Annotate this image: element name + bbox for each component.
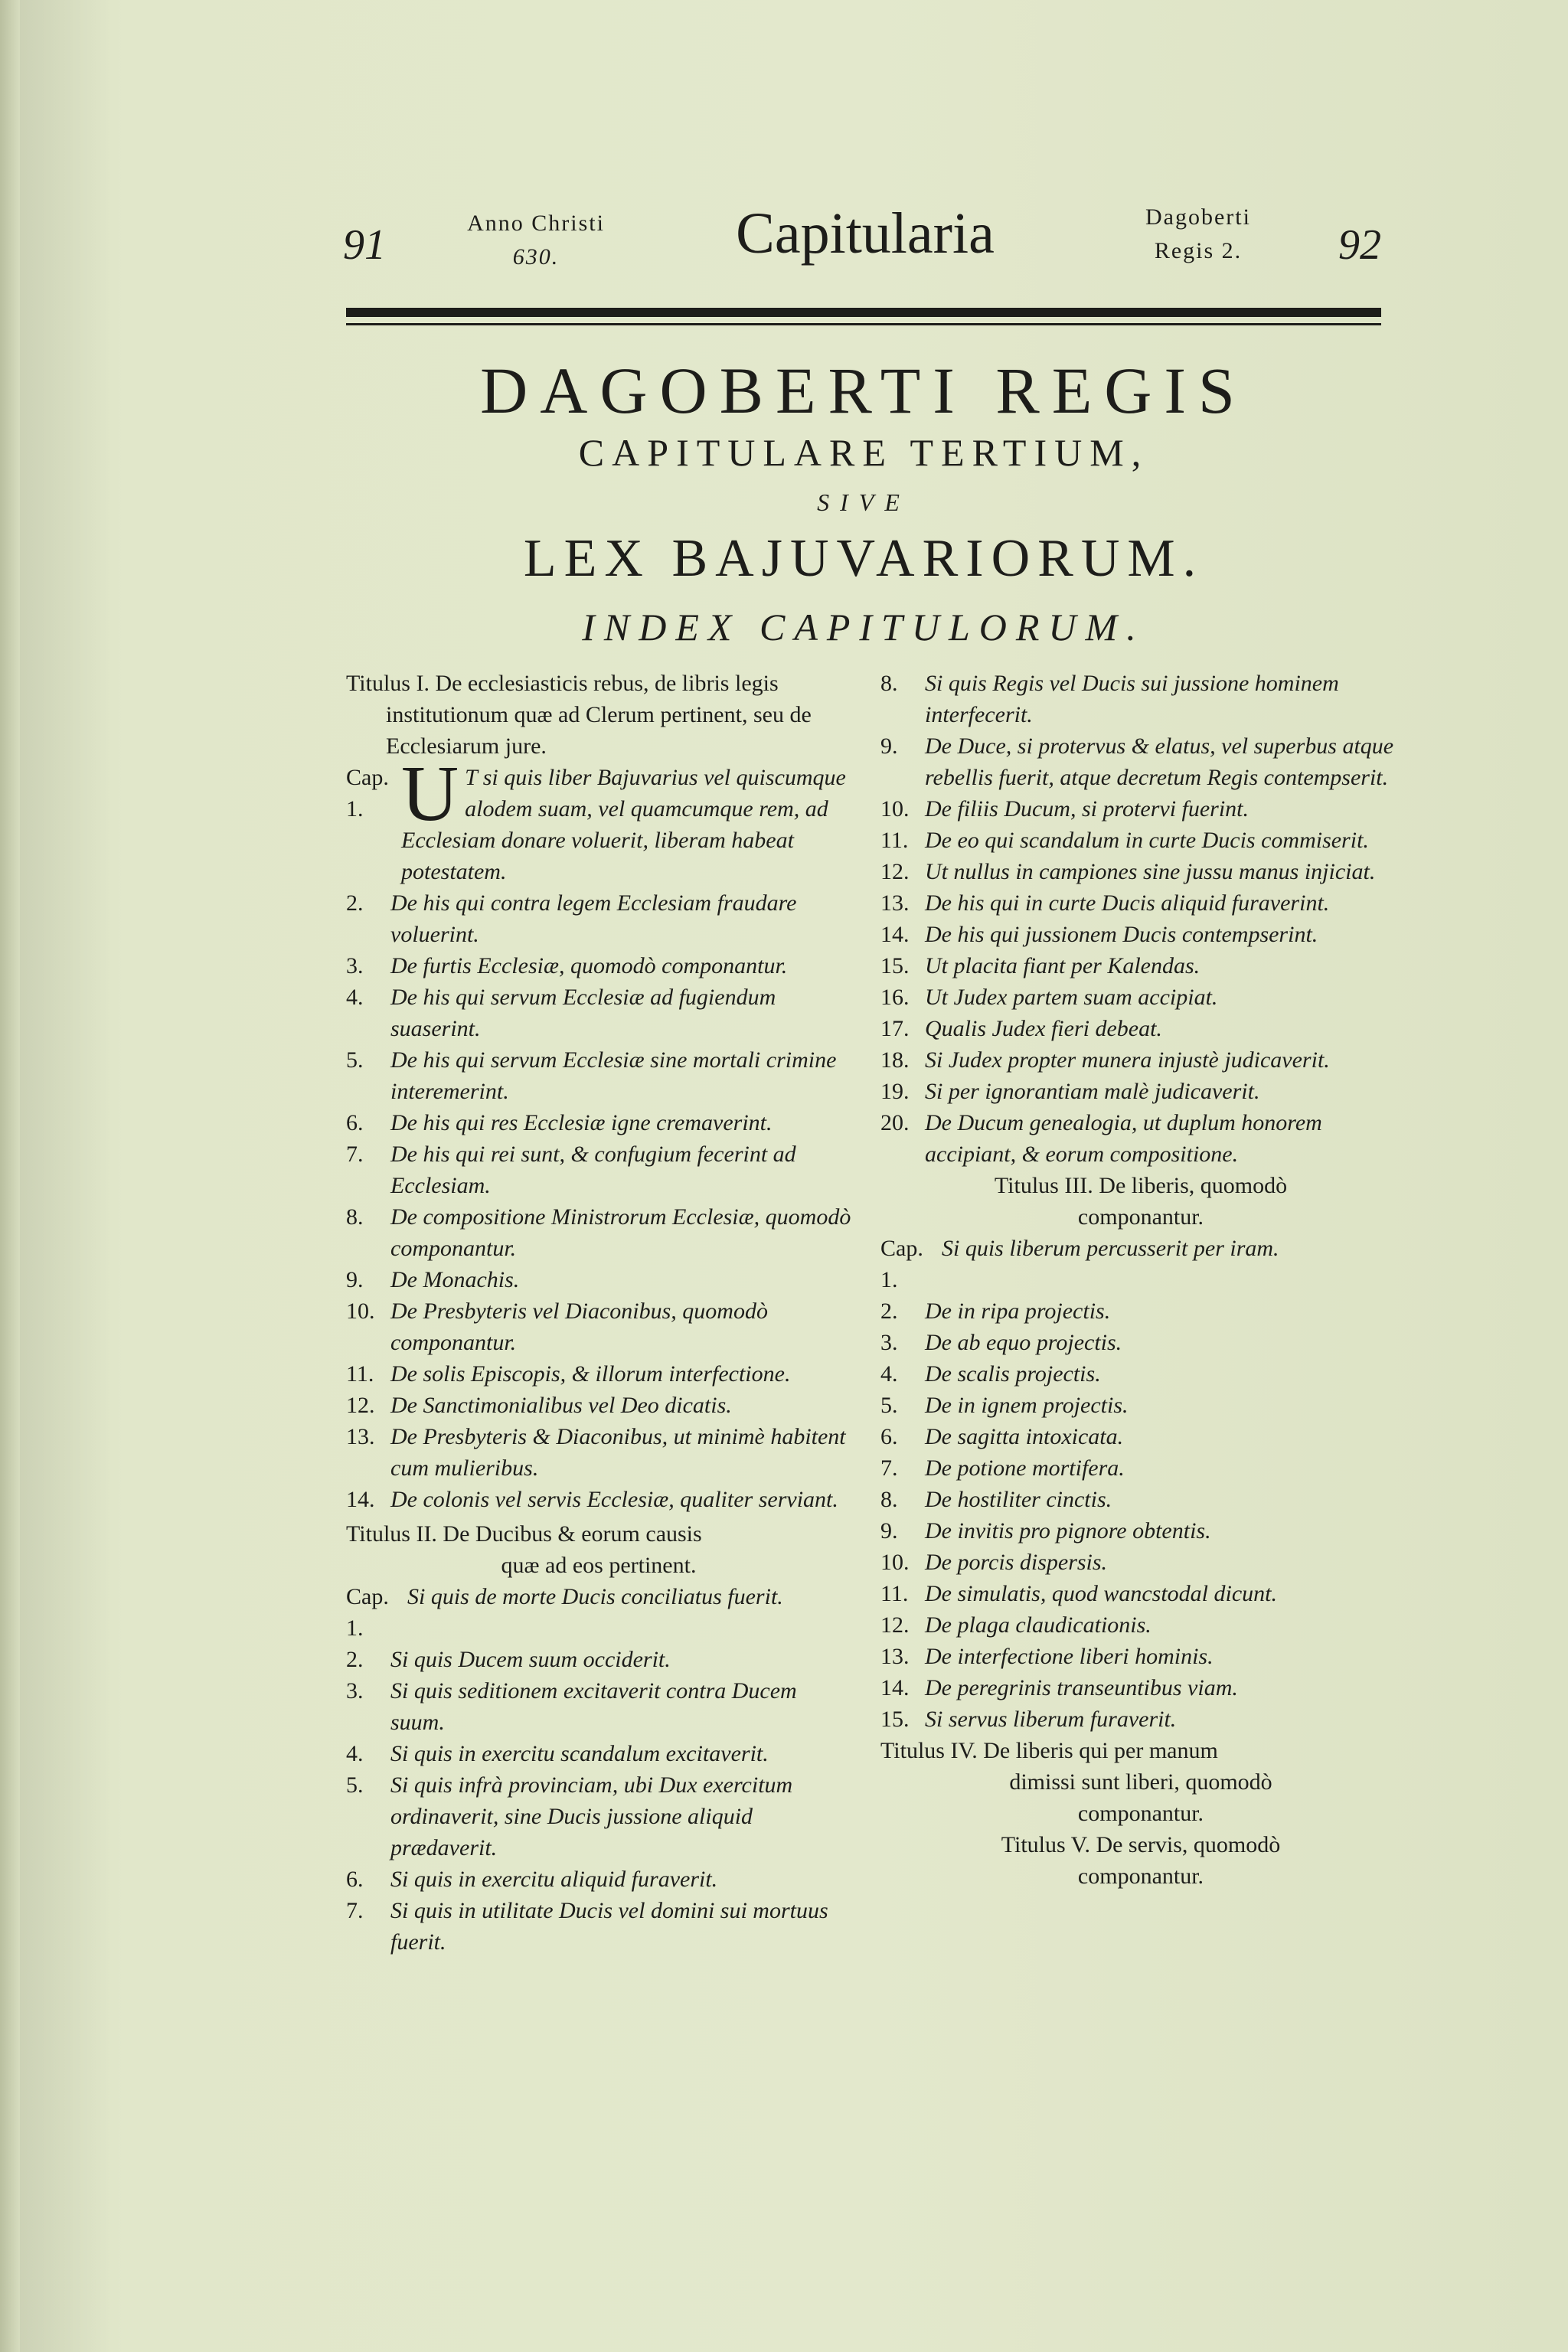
right-column — [880, 668, 1401, 1892]
entry-number: 5. — [346, 1047, 364, 1073]
entry-number: 6. — [346, 1867, 364, 1892]
titulus-2-line1: Titulus II. De Ducibus & eorum causis — [346, 1521, 702, 1547]
entry-number: 11. — [346, 1361, 374, 1387]
index-entry — [346, 1644, 851, 1675]
entry-number: 10. — [346, 1298, 375, 1324]
entry-number: 3. — [346, 953, 364, 978]
index-entry — [880, 1484, 1401, 1515]
entry-number: 10. — [880, 1550, 910, 1575]
page-number-right: 92 — [1338, 221, 1381, 269]
index-entry — [346, 1675, 851, 1738]
entry-text: De his qui rei sunt, & confugium fecerint ad Ecclesiam. — [390, 1142, 796, 1198]
titulus-4 — [880, 1735, 1401, 1829]
entry-number: 15. — [880, 953, 910, 978]
chapter-1-label: Cap. 1. — [346, 765, 389, 822]
entry-text: De his qui contra legem Ecclesiam fraudare voluerint. — [390, 890, 797, 947]
entry-text: De eo qui scandalum in curte Ducis commiserit. — [925, 828, 1369, 853]
index-entry — [346, 1895, 851, 1958]
entry-text: De his qui servum Ecclesiæ ad fugiendum suaserint. — [390, 985, 776, 1041]
running-head-right — [1102, 201, 1294, 268]
drop-cap: U — [401, 750, 459, 838]
entry-text: De interfectione liberi hominis. — [925, 1644, 1214, 1669]
entry-number: 2. — [880, 1298, 898, 1324]
titulus-3-chapter-1 — [880, 1233, 1401, 1295]
index-entry — [346, 950, 851, 982]
entry-number: 10. — [880, 796, 910, 822]
entry-text: De sagitta intoxicata. — [925, 1424, 1124, 1449]
index-entry — [880, 887, 1401, 919]
index-entry — [346, 1421, 851, 1484]
entry-text: De ab equo projectis. — [925, 1330, 1122, 1355]
index-entry — [346, 1264, 851, 1295]
index-entry — [346, 1358, 851, 1390]
index-entry — [346, 1044, 851, 1107]
index-entry — [880, 1295, 1401, 1327]
entry-number: 20. — [880, 1110, 910, 1135]
entry-number: 15. — [880, 1707, 910, 1732]
entry-number: 8. — [880, 1487, 898, 1512]
entry-text: Ut nullus in campiones sine jussu manus injiciat. — [925, 859, 1376, 884]
entry-text: De peregrinis transeuntibus viam. — [925, 1675, 1238, 1700]
header-rule-thin — [346, 323, 1381, 325]
titulus-4-line3: componantur. — [1077, 1801, 1204, 1826]
chapter-1-body: T si quis liber Bajuvarius vel quiscumque alodem suam, vel quamcumque rem, ad Ecclesiam donare voluerit, liberam habeat potestatem. — [401, 765, 846, 884]
right-item-list — [880, 668, 1401, 1170]
entry-text: De solis Episcopis, & illorum interfectione. — [390, 1361, 791, 1387]
index-entry — [880, 1515, 1401, 1547]
running-head-left-line1: Anno Christi — [467, 211, 605, 236]
entry-text: De Duce, si protervus & elatus, vel superbus atque rebellis fuerit, atque decretum Regis contempserit. — [925, 733, 1394, 790]
running-head-right-line2: Regis 2. — [1154, 238, 1243, 263]
entry-number: 19. — [880, 1079, 910, 1104]
entry-number: 8. — [880, 671, 898, 696]
index-entry — [346, 1201, 851, 1264]
titulus-3-chapter-1-label: Cap. 1. — [880, 1236, 923, 1292]
left-item-list — [346, 887, 851, 1515]
entry-text: De potione mortifera. — [925, 1455, 1125, 1481]
titulus-4-line2: dimissi sunt liberi, quomodò — [1009, 1769, 1272, 1795]
index-entry — [346, 1295, 851, 1358]
index-entry — [880, 1452, 1401, 1484]
entry-text: Si quis Regis vel Ducis sui jussione hominem interfecerit. — [925, 671, 1339, 727]
index-entry — [880, 982, 1401, 1013]
entry-text: De his qui res Ecclesiæ igne cremaverint. — [390, 1110, 773, 1135]
index-entry — [880, 1641, 1401, 1672]
entry-number: 4. — [346, 1741, 364, 1766]
index-entry — [880, 950, 1401, 982]
chapter-1-text — [401, 750, 851, 887]
entry-number: 17. — [880, 1016, 910, 1041]
entry-number: 2. — [346, 1647, 364, 1672]
entry-text: De porcis dispersis. — [925, 1550, 1108, 1575]
index-entry — [880, 730, 1401, 793]
lex-title: LEX BAJUVARIORUM. — [523, 529, 1204, 588]
titulus-3 — [880, 1170, 1401, 1233]
index-entry — [880, 1076, 1401, 1107]
index-entry — [346, 1769, 851, 1864]
entry-number: 6. — [880, 1424, 898, 1449]
entry-text: De compositione Ministrorum Ecclesiæ, quomodò componantur. — [390, 1204, 851, 1261]
entry-text: De in ignem projectis. — [925, 1393, 1129, 1418]
entry-text: Si quis seditionem excitaverit contra Ducem suum. — [390, 1678, 797, 1735]
chapter-1 — [346, 750, 851, 887]
index-entry — [880, 825, 1401, 856]
entry-text: De Monachis. — [390, 1267, 520, 1292]
index-entry — [346, 887, 851, 950]
index-entry — [880, 1358, 1401, 1390]
entry-number: 6. — [346, 1110, 364, 1135]
titulus-2-line2: quæ ad eos pertinent. — [501, 1553, 697, 1578]
entry-text: Si per ignorantiam malè judicaverit. — [925, 1079, 1260, 1104]
entry-text: Qualis Judex fieri debeat. — [925, 1016, 1162, 1041]
running-title: Capitularia — [736, 201, 995, 266]
entry-number: 13. — [346, 1424, 375, 1449]
entry-text: De scalis projectis. — [925, 1361, 1101, 1387]
index-entry — [880, 1547, 1401, 1578]
index-entry — [880, 1578, 1401, 1609]
header-rule-thick — [346, 308, 1381, 317]
index-entry — [346, 982, 851, 1044]
entry-text: De in ripa projectis. — [925, 1298, 1111, 1324]
index-entry — [346, 1390, 851, 1421]
entry-number: 11. — [880, 828, 909, 853]
entry-text: De simulatis, quod wancstodal dicunt. — [925, 1581, 1277, 1606]
titulus-2-chapter-1-text: Si quis de morte Ducis conciliatus fuerit. — [407, 1584, 783, 1609]
index-entry — [880, 793, 1401, 825]
index-entry — [880, 1609, 1401, 1641]
entry-text: De Presbyteris & Diaconibus, ut minimè habitent cum mulieribus. — [390, 1424, 846, 1481]
titulus-3-line2: componantur. — [1077, 1204, 1204, 1230]
entry-number: 7. — [880, 1455, 898, 1481]
subtitle: CAPITULARE TERTIUM, — [578, 431, 1149, 474]
running-head-left — [429, 207, 643, 274]
index-entry — [880, 856, 1401, 887]
index-entry — [346, 1107, 851, 1138]
entry-text: Ut Judex partem suam accipiat. — [925, 985, 1218, 1010]
entry-number: 9. — [880, 733, 898, 759]
entry-text: Si quis in exercitu scandalum excitaverit. — [390, 1741, 769, 1766]
entry-number: 3. — [880, 1330, 898, 1355]
entry-number: 7. — [346, 1142, 364, 1167]
titulus-5-line2: componantur. — [1077, 1864, 1204, 1889]
titulus-3-line1: Titulus III. De liberis, quomodò — [994, 1173, 1288, 1198]
entry-number: 5. — [346, 1772, 364, 1798]
entry-number: 16. — [880, 985, 910, 1010]
index-entry — [346, 1138, 851, 1201]
entry-number: 4. — [880, 1361, 898, 1387]
entry-text: Ut placita fiant per Kalendas. — [925, 953, 1200, 978]
entry-text: Si servus liberum furaverit. — [925, 1707, 1177, 1732]
entry-number: 14. — [880, 1675, 910, 1700]
titulus-3-chapter-1-text: Si quis liberum percusserit per iram. — [942, 1236, 1279, 1261]
entry-text: De invitis pro pignore obtentis. — [925, 1518, 1211, 1544]
index-entry — [880, 919, 1401, 950]
index-entry — [880, 1327, 1401, 1358]
entry-text: Si Judex propter munera injustè judicaverit. — [925, 1047, 1330, 1073]
running-head-right-line1: Dagoberti — [1145, 204, 1251, 230]
index-entry — [880, 1704, 1401, 1735]
index-entry — [880, 1390, 1401, 1421]
index-entry — [346, 1484, 851, 1515]
index-entry — [346, 1864, 851, 1895]
entry-number: 12. — [346, 1393, 375, 1418]
entry-text: De his qui in curte Ducis aliquid furaverint. — [925, 890, 1330, 916]
index-entry — [880, 1421, 1401, 1452]
entry-number: 3. — [346, 1678, 364, 1704]
entry-number: 8. — [346, 1204, 364, 1230]
entry-number: 12. — [880, 859, 910, 884]
entry-number: 2. — [346, 890, 364, 916]
index-entry — [880, 1672, 1401, 1704]
index-heading: INDEX CAPITULORUM. — [582, 606, 1145, 648]
entry-number: 11. — [880, 1581, 909, 1606]
page-gutter — [0, 0, 20, 2352]
entry-text: De Ducum genealogia, ut duplum honorem accipiant, & eorum compositione. — [925, 1110, 1322, 1167]
right-item-list-3 — [880, 1295, 1401, 1735]
entry-text: De Presbyteris vel Diaconibus, quomodò componantur. — [390, 1298, 768, 1355]
entry-text: Si quis in exercitu aliquid furaverit. — [390, 1867, 718, 1892]
titulus-5 — [880, 1829, 1401, 1892]
entry-text: Si quis infrà provinciam, ubi Dux exercitum ordinaverit, sine Ducis jussione aliquid prædaverit. — [390, 1772, 793, 1860]
entry-number: 13. — [880, 1644, 910, 1669]
index-entry — [880, 1013, 1401, 1044]
entry-number: 12. — [880, 1612, 910, 1638]
entry-number: 18. — [880, 1047, 910, 1073]
entry-text: De his qui jussionem Ducis contempserint. — [925, 922, 1318, 947]
titulus-4-line1: Titulus IV. De liberis qui per manum — [880, 1738, 1218, 1763]
titulus-2 — [346, 1518, 851, 1581]
entry-text: De filiis Ducum, si protervi fuerint. — [925, 796, 1250, 822]
titulus-1: Titulus I. De ecclesiasticis rebus, de libris legis institutionum quæ ad Clerum pertinent, seu de Ecclesiarum jure. — [346, 671, 812, 759]
sive-line: SIVE — [817, 488, 910, 516]
entry-number: 5. — [880, 1393, 898, 1418]
index-entry — [880, 668, 1401, 730]
page-number-left: 91 — [343, 221, 386, 269]
entry-text: Si quis in utilitate Ducis vel domini sui mortuus fuerit. — [390, 1898, 828, 1955]
entry-number: 4. — [346, 985, 364, 1010]
scan-shadow — [20, 0, 112, 2352]
left-item-list-2 — [346, 1644, 851, 1958]
entry-number: 9. — [880, 1518, 898, 1544]
left-column — [346, 668, 851, 1958]
entry-text: De colonis vel servis Ecclesiæ, qualiter serviant. — [390, 1487, 838, 1512]
titulus-2-chapter-1-label: Cap. 1. — [346, 1584, 389, 1641]
entry-number: 7. — [346, 1898, 364, 1923]
entry-number: 9. — [346, 1267, 364, 1292]
entry-number: 14. — [880, 922, 910, 947]
entry-number: 14. — [346, 1487, 375, 1512]
entry-text: De Sanctimonialibus vel Deo dicatis. — [390, 1393, 732, 1418]
running-head-left-line2: 630. — [512, 244, 560, 270]
entry-text: De furtis Ecclesiæ, quomodò componantur. — [390, 953, 788, 978]
entry-text: Si quis Ducem suum occiderit. — [390, 1647, 671, 1672]
titulus-2-chapter-1 — [346, 1581, 851, 1644]
entry-text: De plaga claudicationis. — [925, 1612, 1152, 1638]
index-entry — [346, 1738, 851, 1769]
index-entry — [880, 1107, 1401, 1170]
entry-text: De hostiliter cinctis. — [925, 1487, 1112, 1512]
main-title: DAGOBERTI REGIS — [480, 354, 1247, 427]
entry-number: 13. — [880, 890, 910, 916]
entry-text: De his qui servum Ecclesiæ sine mortali crimine interemerint. — [390, 1047, 837, 1104]
index-entry — [880, 1044, 1401, 1076]
titulus-5-line1: Titulus V. De servis, quomodò — [1001, 1832, 1281, 1857]
